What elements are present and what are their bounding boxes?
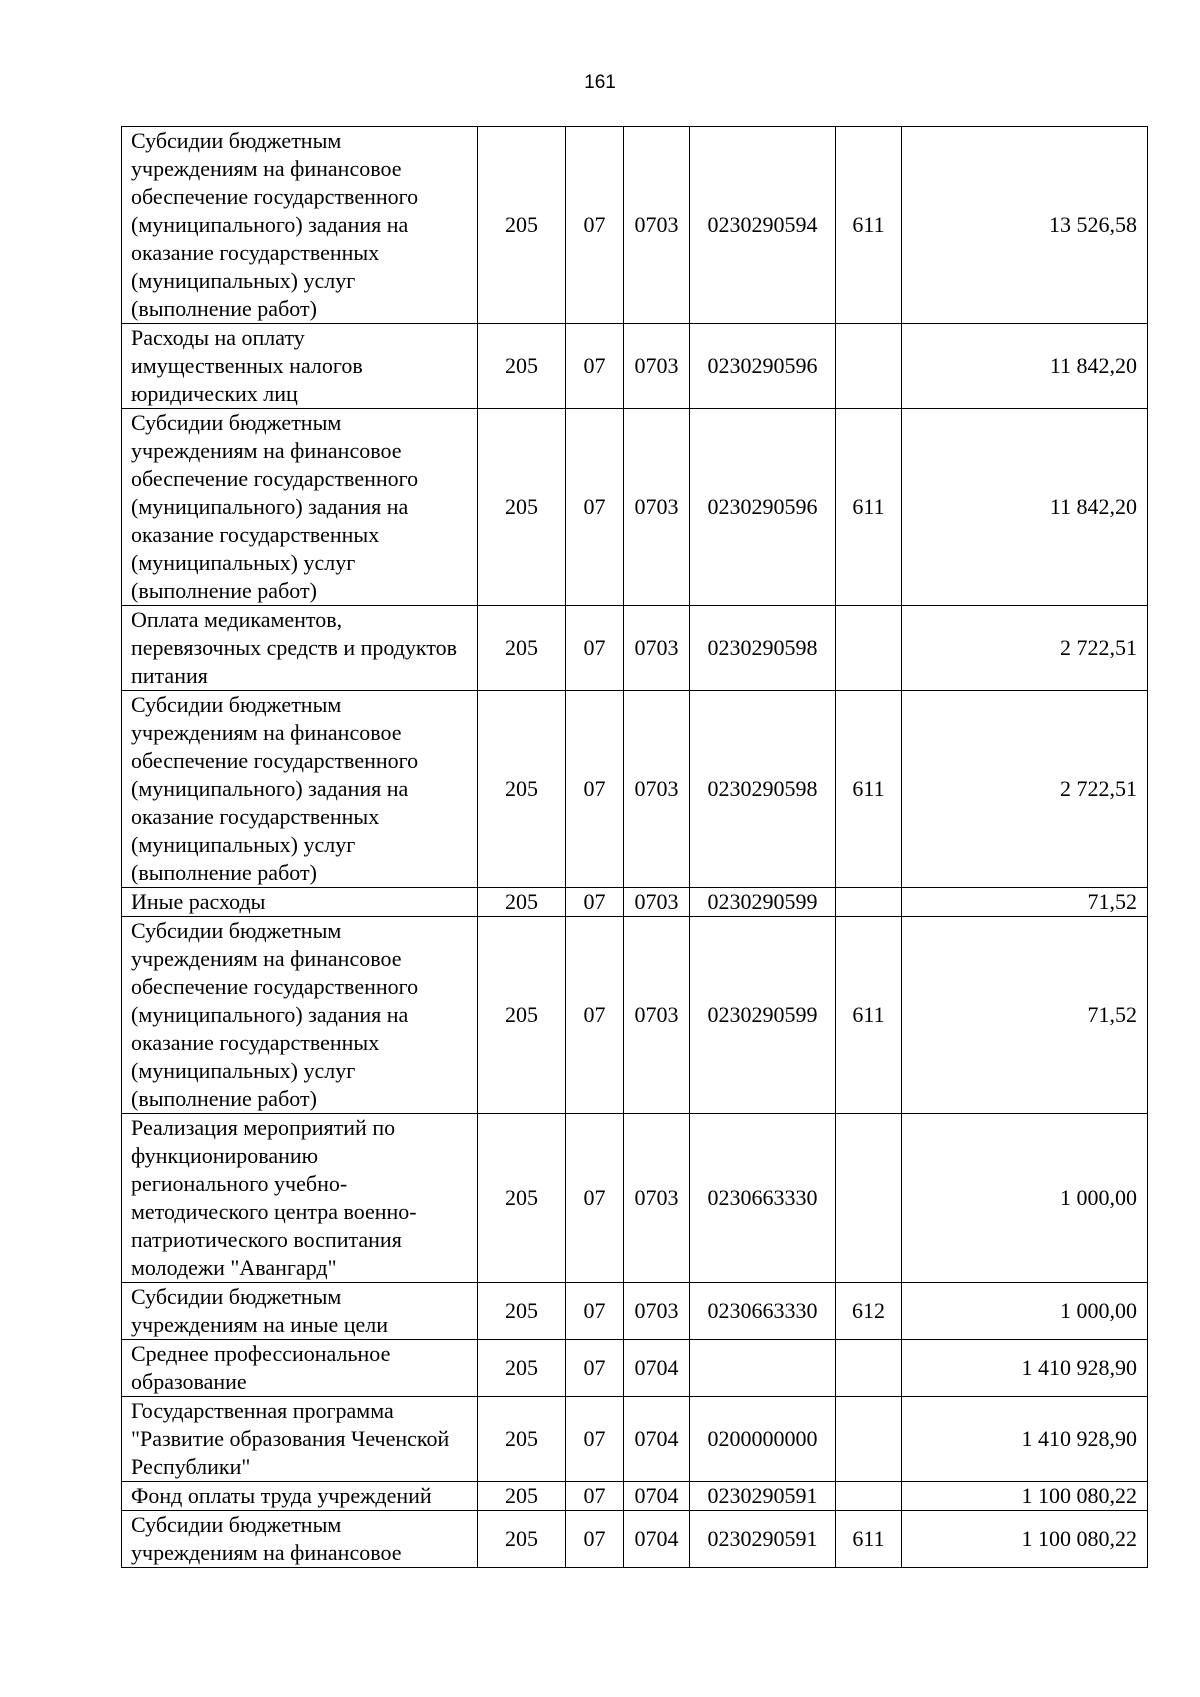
description-line: (муниципальных) услуг [131, 550, 356, 575]
budget-table-body [122, 127, 1148, 1568]
description-line: (выполнение работ) [131, 860, 317, 885]
expense-type-cell [836, 606, 902, 691]
table-row [122, 127, 1148, 324]
ministry-code-cell: 205 [478, 324, 566, 409]
subsection-code-cell: 0703 [624, 324, 690, 409]
target-article-cell: 0230290591 [690, 1482, 836, 1511]
description-line: Иные расходы [131, 889, 266, 914]
description-line: (муниципального) задания на [131, 776, 409, 801]
description-line: Субсидии бюджетным [131, 1512, 342, 1537]
target-article-cell: 0230663330 [690, 1114, 836, 1283]
ministry-code-cell: 205 [478, 606, 566, 691]
description-cell [122, 917, 478, 1114]
description-line: Фонд оплаты труда учреждений [131, 1483, 432, 1508]
amount-cell: 13 526,58 [902, 127, 1148, 324]
amount-cell: 71,52 [902, 917, 1148, 1114]
table-row [122, 324, 1148, 409]
description-line: функционированию [131, 1143, 319, 1168]
subsection-code-cell: 0704 [624, 1397, 690, 1482]
expense-type-cell [836, 324, 902, 409]
description-line: учреждениям на финансовое [131, 1540, 402, 1565]
description-cell [122, 691, 478, 888]
description-line: юридических лиц [131, 381, 298, 406]
amount-cell: 1 100 080,22 [902, 1511, 1148, 1568]
description-line: учреждениям на финансовое [131, 156, 402, 181]
description-line: Субсидии бюджетным [131, 1284, 342, 1309]
description-cell [122, 606, 478, 691]
description-cell [122, 1482, 478, 1511]
description-line: Расходы на оплату [131, 325, 305, 350]
ministry-code-cell: 205 [478, 1340, 566, 1397]
table-row [122, 888, 1148, 917]
amount-cell: 2 722,51 [902, 691, 1148, 888]
description-line: Субсидии бюджетным [131, 692, 342, 717]
section-code-cell: 07 [566, 691, 624, 888]
description-line: оказание государственных [131, 522, 380, 547]
section-code-cell: 07 [566, 1340, 624, 1397]
expense-type-cell [836, 888, 902, 917]
description-line: обеспечение государственного [131, 466, 419, 491]
description-line: Субсидии бюджетным [131, 918, 342, 943]
ministry-code-cell: 205 [478, 1482, 566, 1511]
description-line: Государственная программа [131, 1398, 394, 1423]
table-row [122, 606, 1148, 691]
subsection-code-cell: 0703 [624, 1114, 690, 1283]
description-cell [122, 1114, 478, 1283]
table-row [122, 691, 1148, 888]
description-line: учреждениям на финансовое [131, 946, 402, 971]
amount-cell: 1 000,00 [902, 1283, 1148, 1340]
target-article-cell: 0230290599 [690, 917, 836, 1114]
target-article-cell: 0230663330 [690, 1283, 836, 1340]
description-line: учреждениям на иные цели [131, 1312, 388, 1337]
table-row [122, 1114, 1148, 1283]
ministry-code-cell: 205 [478, 127, 566, 324]
ministry-code-cell: 205 [478, 1397, 566, 1482]
description-line: (выполнение работ) [131, 1086, 317, 1111]
subsection-code-cell: 0704 [624, 1511, 690, 1568]
target-article-cell: 0230290594 [690, 127, 836, 324]
target-article-cell: 0230290598 [690, 691, 836, 888]
expense-type-cell [836, 1397, 902, 1482]
ministry-code-cell: 205 [478, 917, 566, 1114]
description-line: (муниципального) задания на [131, 212, 409, 237]
ministry-code-cell: 205 [478, 409, 566, 606]
description-cell [122, 888, 478, 917]
expense-type-cell: 612 [836, 1283, 902, 1340]
subsection-code-cell: 0703 [624, 409, 690, 606]
target-article-cell [690, 1340, 836, 1397]
description-line: (муниципальных) услуг [131, 832, 356, 857]
expense-type-cell [836, 1482, 902, 1511]
description-line: питания [131, 663, 208, 688]
section-code-cell: 07 [566, 127, 624, 324]
table-row [122, 409, 1148, 606]
expense-type-cell [836, 1340, 902, 1397]
description-line: Республики" [131, 1454, 251, 1479]
description-line: оказание государственных [131, 804, 380, 829]
section-code-cell: 07 [566, 1397, 624, 1482]
table-row [122, 1283, 1148, 1340]
description-line: обеспечение государственного [131, 184, 419, 209]
table-row [122, 917, 1148, 1114]
section-code-cell: 07 [566, 1283, 624, 1340]
description-line: (муниципальных) услуг [131, 1058, 356, 1083]
table-row [122, 1482, 1148, 1511]
section-code-cell: 07 [566, 888, 624, 917]
ministry-code-cell: 205 [478, 1511, 566, 1568]
amount-cell: 1 410 928,90 [902, 1397, 1148, 1482]
description-line: учреждениям на финансовое [131, 720, 402, 745]
amount-cell: 1 410 928,90 [902, 1340, 1148, 1397]
target-article-cell: 0230290598 [690, 606, 836, 691]
description-line: Реализация мероприятий по [131, 1115, 396, 1140]
description-line: имущественных налогов [131, 353, 363, 378]
subsection-code-cell: 0703 [624, 1283, 690, 1340]
page-number: 161 [584, 72, 616, 93]
amount-cell: 11 842,20 [902, 324, 1148, 409]
amount-cell: 1 100 080,22 [902, 1482, 1148, 1511]
description-line: образование [131, 1369, 247, 1394]
description-line: (выполнение работ) [131, 578, 317, 603]
description-line: молодежи "Авангард" [131, 1255, 337, 1280]
section-code-cell: 07 [566, 409, 624, 606]
description-cell [122, 1340, 478, 1397]
description-line: учреждениям на финансовое [131, 438, 402, 463]
section-code-cell: 07 [566, 324, 624, 409]
subsection-code-cell: 0703 [624, 127, 690, 324]
description-line: патриотического воспитания [131, 1227, 402, 1252]
section-code-cell: 07 [566, 1114, 624, 1283]
description-line: обеспечение государственного [131, 748, 419, 773]
description-cell [122, 127, 478, 324]
table-row [122, 1340, 1148, 1397]
expense-type-cell: 611 [836, 917, 902, 1114]
expense-type-cell [836, 1114, 902, 1283]
subsection-code-cell: 0703 [624, 691, 690, 888]
table-row [122, 1397, 1148, 1482]
ministry-code-cell: 205 [478, 888, 566, 917]
amount-cell: 71,52 [902, 888, 1148, 917]
description-line: (муниципального) задания на [131, 494, 409, 519]
description-line: регионального учебно- [131, 1171, 348, 1196]
description-line: перевязочных средств и продуктов [131, 635, 458, 660]
description-line: Оплата медикаментов, [131, 607, 343, 632]
description-line: оказание государственных [131, 240, 380, 265]
subsection-code-cell: 0703 [624, 917, 690, 1114]
description-line: Субсидии бюджетным [131, 410, 342, 435]
description-cell [122, 1283, 478, 1340]
subsection-code-cell: 0703 [624, 606, 690, 691]
subsection-code-cell: 0704 [624, 1340, 690, 1397]
ministry-code-cell: 205 [478, 1114, 566, 1283]
budget-table [121, 126, 1148, 1568]
target-article-cell: 0230290596 [690, 409, 836, 606]
section-code-cell: 07 [566, 1482, 624, 1511]
ministry-code-cell: 205 [478, 1283, 566, 1340]
table-row [122, 1511, 1148, 1568]
target-article-cell: 0230290599 [690, 888, 836, 917]
expense-type-cell: 611 [836, 127, 902, 324]
description-cell [122, 324, 478, 409]
expense-type-cell: 611 [836, 691, 902, 888]
description-line: оказание государственных [131, 1030, 380, 1055]
section-code-cell: 07 [566, 917, 624, 1114]
subsection-code-cell: 0703 [624, 888, 690, 917]
expense-type-cell: 611 [836, 409, 902, 606]
target-article-cell: 0200000000 [690, 1397, 836, 1482]
expense-type-cell: 611 [836, 1511, 902, 1568]
description-line: "Развитие образования Чеченской [131, 1426, 450, 1451]
description-line: (муниципальных) услуг [131, 268, 356, 293]
description-cell [122, 409, 478, 606]
target-article-cell: 0230290596 [690, 324, 836, 409]
description-cell [122, 1397, 478, 1482]
target-article-cell: 0230290591 [690, 1511, 836, 1568]
description-line: методического центра военно- [131, 1199, 417, 1224]
description-line: обеспечение государственного [131, 974, 419, 999]
ministry-code-cell: 205 [478, 691, 566, 888]
description-cell [122, 1511, 478, 1568]
amount-cell: 1 000,00 [902, 1114, 1148, 1283]
subsection-code-cell: 0704 [624, 1482, 690, 1511]
section-code-cell: 07 [566, 1511, 624, 1568]
amount-cell: 11 842,20 [902, 409, 1148, 606]
description-line: Среднее профессиональное [131, 1341, 391, 1366]
section-code-cell: 07 [566, 606, 624, 691]
description-line: Субсидии бюджетным [131, 128, 342, 153]
amount-cell: 2 722,51 [902, 606, 1148, 691]
description-line: (выполнение работ) [131, 296, 317, 321]
description-line: (муниципального) задания на [131, 1002, 409, 1027]
